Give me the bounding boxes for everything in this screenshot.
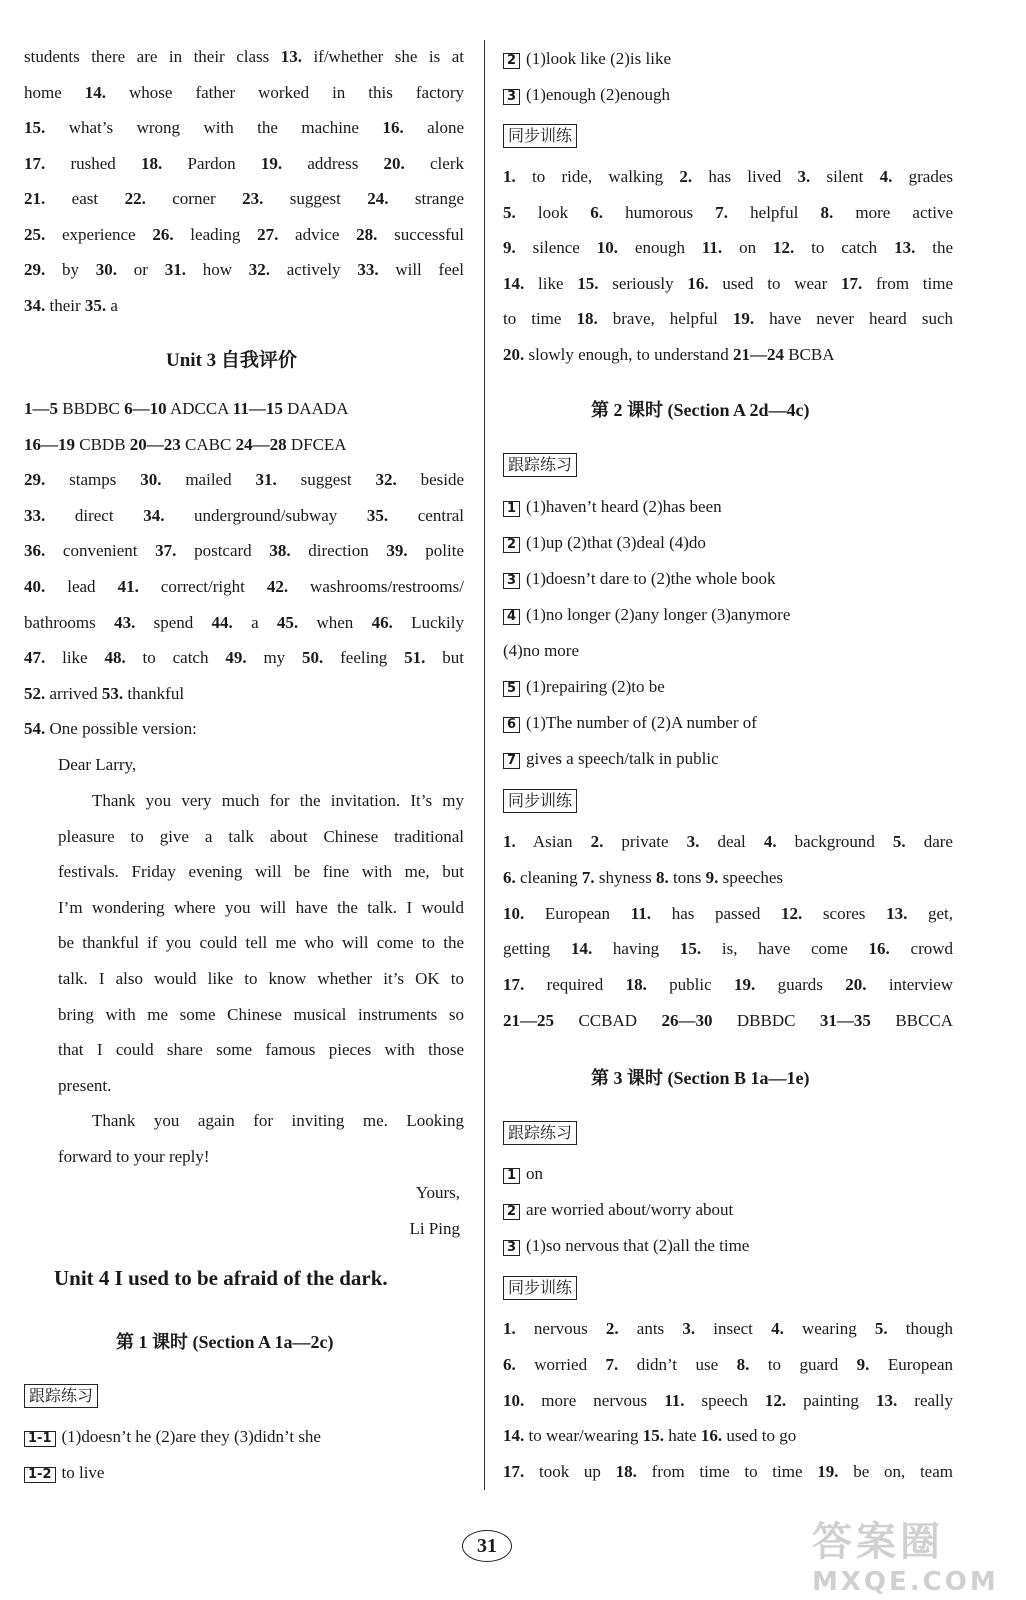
- answer-line: bathrooms 43. spend 44. a 45. when 46. Luckily: [24, 612, 464, 632]
- practice-tag: 跟踪练习: [503, 453, 577, 477]
- sync-training-tag: 同步训练: [503, 124, 577, 148]
- item-number-box: 2: [503, 53, 520, 69]
- lesson2-heading: 第 2 课时 (Section A 2d—4c): [591, 400, 810, 420]
- answer-line: 14. like 15. seriously 16. used to wear 17. from time: [503, 273, 953, 293]
- answer-line: 10. European 11. has passed 12. scores 13. get,: [503, 903, 954, 923]
- page-number: 31: [462, 1530, 512, 1562]
- sync-training-tag: 同步训练: [503, 1276, 577, 1300]
- answer-line: 21—25 CCBAD 26—30 DBBDC 31—35 BBCCA: [503, 1011, 953, 1030]
- answer-line: 17. rushed 18. Pardon 19. address 20. clerk: [24, 153, 464, 173]
- answer-line: 17. took up 18. from time to time 19. be on, team: [503, 1462, 953, 1482]
- letter-line: forward to your reply!: [58, 1147, 210, 1166]
- letter-line: talk. I also would like to know whether it’s OK to: [58, 969, 464, 988]
- item-text: gives a speech/talk in public: [526, 749, 719, 768]
- column-divider: [484, 40, 485, 1490]
- practice-item: [503, 676, 665, 698]
- letter-line: Thank you again for inviting me. Looking: [92, 1111, 464, 1131]
- letter-line: Thank you very much for the invitation. It’s my: [92, 791, 464, 810]
- practice-item: [24, 1462, 104, 1484]
- unit3-heading: Unit 3 自我评价: [166, 350, 297, 371]
- answer-line: 21. east 22. corner 23. suggest 24. strange: [24, 189, 465, 208]
- item-number-box: 3: [503, 89, 520, 105]
- practice-item: [503, 84, 670, 106]
- letter-greeting: Dear Larry,: [58, 755, 137, 774]
- answer-line: 15. what’s wrong with the machine 16. alone: [24, 118, 464, 137]
- answer-line: 16—19 CBDB 20—23 CABC 24—28 DFCEA: [24, 434, 347, 454]
- item-number-box: 2: [503, 1204, 520, 1220]
- item-text: on: [526, 1164, 544, 1183]
- practice-item: [503, 496, 722, 518]
- answer-line: 52. arrived 53. thankful: [24, 683, 185, 703]
- answer-line: 20. slowly enough, to understand 21—24 BCBA: [503, 345, 835, 364]
- answer-line: 29. by 30. or 31. how 32. actively 33. will feel: [24, 260, 465, 279]
- answer-line: 40. lead 41. correct/right 42. washrooms/restrooms/: [24, 577, 464, 596]
- letter-line: I’m wondering where you will have the talk. I would: [58, 897, 464, 917]
- item-number-box: 1: [503, 1168, 520, 1184]
- answer-line: 10. more nervous 11. speech 12. painting 13. really: [503, 1390, 953, 1410]
- item-number-box: 1: [503, 501, 520, 517]
- item-number-box: 2: [503, 537, 520, 553]
- item-text: (1)haven’t heard (2)has been: [526, 497, 722, 516]
- answer-line: 6. worried 7. didn’t use 8. to guard 9. European: [503, 1354, 953, 1374]
- letter-line: bring with me some Chinese musical instruments so: [58, 1004, 464, 1024]
- answer-line: 54. One possible version:: [24, 719, 197, 739]
- item-text: (1)enough (2)enough: [526, 85, 671, 104]
- item-text: (4)no more: [503, 641, 580, 660]
- letter-closing: Yours,: [415, 1183, 460, 1202]
- letter-signature: Li Ping: [409, 1219, 460, 1238]
- item-text: (1)look like (2)is like: [526, 49, 671, 68]
- answer-line: 33. direct 34. underground/subway 35. central: [24, 505, 464, 525]
- answer-line: 14. to wear/wearing 15. hate 16. used to go: [503, 1426, 797, 1446]
- lesson3-heading: 第 3 课时 (Section B 1a—1e): [591, 1068, 810, 1088]
- answer-line: 34. their 35. a: [24, 295, 118, 315]
- practice-tag: 跟踪练习: [503, 1121, 577, 1145]
- answer-line: 1—5 BBDBC 6—10 ADCCA 11—15 DAADA: [24, 399, 349, 418]
- practice-item: [503, 48, 671, 70]
- letter-line: that I could share some famous pieces with those: [58, 1040, 464, 1060]
- item-text: (1)doesn’t dare to (2)the whole book: [526, 569, 776, 588]
- item-text: (1)no longer (2)any longer (3)anymore: [526, 605, 791, 624]
- watermark-text: 答案圈: [812, 1519, 944, 1565]
- item-number-box: 3: [503, 573, 520, 589]
- practice-item: [503, 748, 719, 770]
- practice-tag: 跟踪练习: [24, 1384, 98, 1408]
- item-text: are worried about/worry about: [526, 1200, 734, 1219]
- answer-line: 9. silence 10. enough 11. on 12. to catch 13. the: [503, 238, 953, 258]
- answer-line: 36. convenient 37. postcard 38. direction 39. polite: [24, 541, 465, 561]
- practice-item: [24, 1426, 321, 1448]
- item-text: to live: [61, 1463, 105, 1482]
- answer-line: 1. nervous 2. ants 3. insect 4. wearing 5. though: [503, 1319, 954, 1338]
- answer-line: 17. required 18. public 19. guards 20. interview: [503, 975, 954, 995]
- practice-item: [503, 532, 706, 554]
- answer-line: 47. like 48. to catch 49. my 50. feeling 51. but: [24, 648, 464, 668]
- answer-line: 5. look 6. humorous 7. helpful 8. more active: [503, 202, 954, 222]
- letter-line: be thankful if you could tell me who will come to the: [58, 933, 464, 953]
- letter-line: festivals. Friday evening will be fine with me, but: [58, 862, 464, 882]
- item-text: (1)so nervous that (2)all the time: [526, 1236, 750, 1255]
- answer-line: 25. experience 26. leading 27. advice 28. successful: [24, 224, 465, 244]
- sync-training-tag: 同步训练: [503, 789, 577, 813]
- practice-item: [503, 712, 757, 734]
- answer-line: home 14. whose father worked in this factory: [24, 82, 464, 102]
- answer-line: students there are in their class 13. if/whether she is at: [24, 47, 464, 66]
- answer-line: to time 18. brave, helpful 19. have never heard such: [503, 309, 953, 329]
- answer-line: 6. cleaning 7. shyness 8. tons 9. speeches: [503, 867, 784, 887]
- practice-item: [503, 1199, 733, 1221]
- practice-item: [503, 568, 775, 590]
- letter-line: pleasure to give a talk about Chinese traditional: [58, 826, 464, 846]
- practice-item: [503, 604, 790, 626]
- watermark-logo: [812, 1510, 1012, 1597]
- practice-item: [503, 640, 579, 662]
- item-number-box: 4: [503, 609, 520, 625]
- item-number-box: 6: [503, 717, 520, 733]
- item-text: (1)up (2)that (3)deal (4)do: [526, 533, 706, 552]
- item-text: (1)repairing (2)to be: [526, 677, 665, 696]
- lesson1-heading: 第 1 课时 (Section A 1a—2c): [116, 1332, 334, 1352]
- item-text: (1)The number of (2)A number of: [526, 713, 757, 732]
- item-number-box: 1-2: [24, 1467, 56, 1483]
- answer-line: getting 14. having 15. is, have come 16. crowd: [503, 939, 954, 959]
- letter-line: present.: [58, 1075, 112, 1095]
- item-text: (1)doesn’t he (2)are they (3)didn’t she: [61, 1427, 321, 1446]
- item-number-box: 1-1: [24, 1431, 56, 1447]
- answer-line: 29. stamps 30. mailed 31. suggest 32. beside: [24, 470, 464, 490]
- answer-line: 1. to ride, walking 2. has lived 3. silent 4. grades: [503, 167, 953, 186]
- watermark-url: MXQE.COM: [812, 1567, 999, 1597]
- answer-line: 1. Asian 2. private 3. deal 4. background 5. dare: [503, 832, 953, 851]
- unit4-heading: Unit 4 I used to be afraid of the dark.: [54, 1266, 388, 1290]
- item-number-box: 3: [503, 1240, 520, 1256]
- item-number-box: 7: [503, 753, 520, 769]
- practice-item: [503, 1163, 543, 1185]
- practice-item: [503, 1235, 749, 1257]
- item-number-box: 5: [503, 681, 520, 697]
